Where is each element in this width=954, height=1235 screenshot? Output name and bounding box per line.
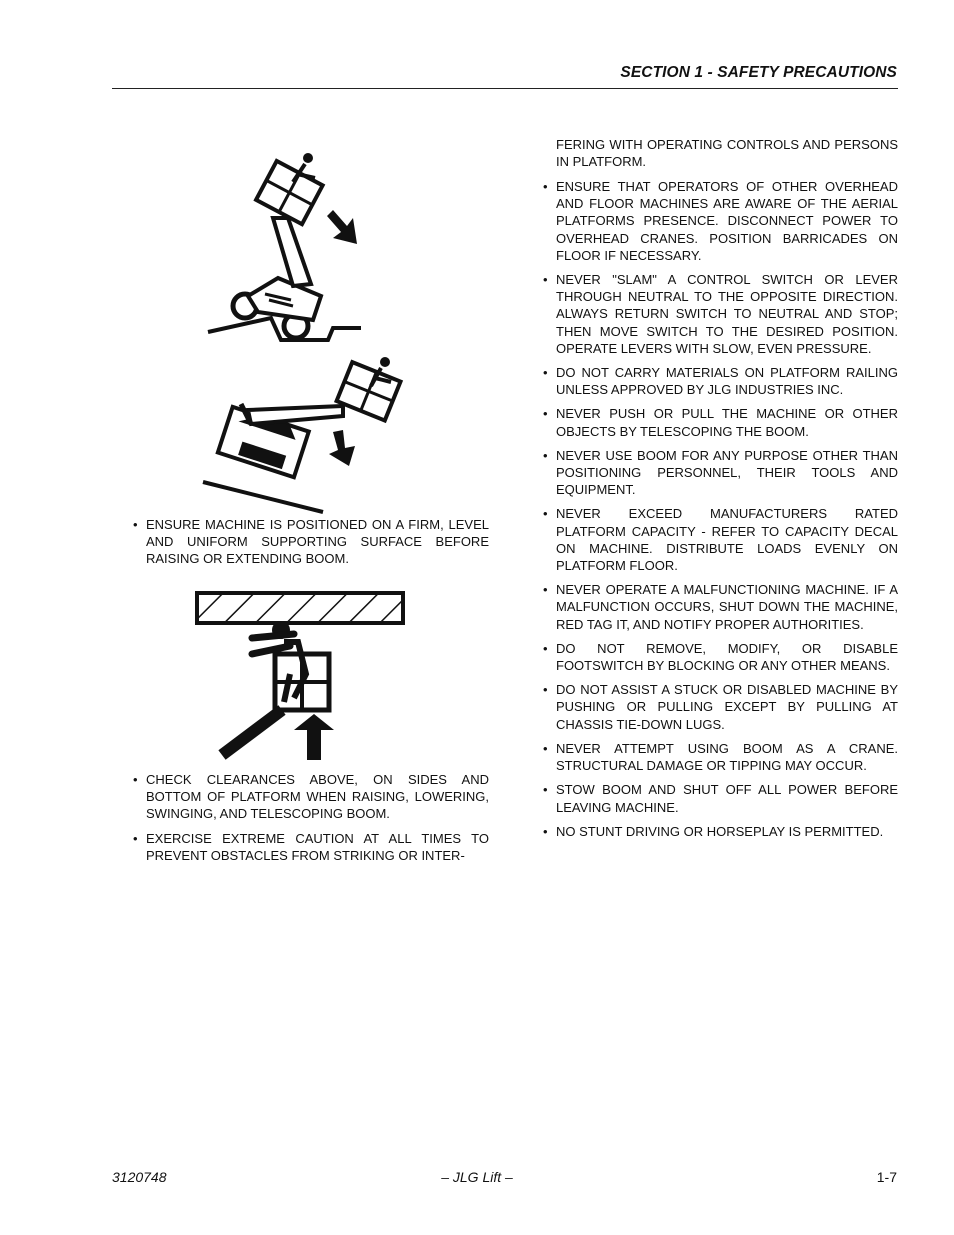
list-item: • DO NOT ASSIST A STUCK OR DISABLED MACHINE BY PUSHING OR PULLING EXCEPT BY PULLING AT CHASSIS TIE-DOWN LUGS. <box>543 681 898 733</box>
doc-number: 3120748 <box>112 1169 167 1185</box>
overhead-clearance-illustration <box>194 590 408 762</box>
list-item: • NEVER EXCEED MANUFACTURERS RATED PLATFORM CAPACITY - REFER TO CAPACITY DECAL ON MACHINE. DISTRIBUTE LOADS EVENLY ON PLATFORM FLOOR. <box>543 505 898 574</box>
section-title: SECTION 1 - SAFETY PRECAUTIONS <box>620 64 897 81</box>
list-item: • CHECK CLEARANCES ABOVE, ON SIDES AND BOTTOM OF PLATFORM WHEN RAISING, LOWERING, SWINGING, AND TELESCOPING BOOM. <box>133 771 489 823</box>
list-item: • EXERCISE EXTREME CAUTION AT ALL TIMES TO PREVENT OBSTACLES FROM STRIKING OR INTER- <box>133 830 489 864</box>
boom-tipping-illustration <box>193 148 413 516</box>
footer-center <box>0 1169 954 1185</box>
boom-tipping-figure <box>193 148 413 516</box>
list-item: • NEVER USE BOOM FOR ANY PURPOSE OTHER THAN POSITIONING PERSONNEL, THEIR TOOLS AND EQUIPMENT. <box>543 447 898 499</box>
overhead-clearance-figure <box>194 590 408 762</box>
list-item: • DO NOT REMOVE, MODIFY, OR DISABLE FOOTSWITCH BY BLOCKING OR ANY OTHER MEANS. <box>543 640 898 674</box>
list-item: • NEVER ATTEMPT USING BOOM AS A CRANE. STRUCTURAL DAMAGE OR TIPPING MAY OCCUR. <box>543 740 898 774</box>
list-item: • ENSURE THAT OPERATORS OF OTHER OVERHEAD AND FLOOR MACHINES ARE AWARE OF THE AERIAL PLATFORMS PRESENCE. DISCONNECT POWER TO OVERHEAD CRANES. POSITION BARRICADES ON FLOOR IF NECESSARY. <box>543 178 898 264</box>
left-bullet-list-1 <box>133 516 489 575</box>
left-bullet-list-2 <box>133 771 489 871</box>
list-item: • DO NOT CARRY MATERIALS ON PLATFORM RAILING UNLESS APPROVED BY JLG INDUSTRIES INC. <box>543 364 898 398</box>
list-item: • NO STUNT DRIVING OR HORSEPLAY IS PERMITTED. <box>543 823 898 840</box>
page-number: 1-7 <box>876 1169 897 1185</box>
footer-brand: – JLG Lift – <box>441 1169 513 1185</box>
list-item: • STOW BOOM AND SHUT OFF ALL POWER BEFORE LEAVING MACHINE. <box>543 781 898 815</box>
continued-text: FERING WITH OPERATING CONTROLS AND PERSONS IN PLATFORM. <box>556 137 898 170</box>
list-item: • ENSURE MACHINE IS POSITIONED ON A FIRM, LEVEL AND UNIFORM SUPPORTING SURFACE BEFORE RAISING OR EXTENDING BOOM. <box>133 516 489 568</box>
list-item: • NEVER OPERATE A MALFUNCTIONING MACHINE. IF A MALFUNCTION OCCURS, SHUT DOWN THE MACHINE, RED TAG IT, AND NOTIFY PROPER AUTHORITIES. <box>543 581 898 633</box>
header-rule <box>112 88 898 89</box>
list-item: • NEVER PUSH OR PULL THE MACHINE OR OTHER OBJECTS BY TELESCOPING THE BOOM. <box>543 405 898 439</box>
right-bullet-list <box>543 178 898 847</box>
list-item: • NEVER "SLAM" A CONTROL SWITCH OR LEVER THROUGH NEUTRAL TO THE OPPOSITE DIRECTION. ALWAYS RETURN SWITCH TO NEUTRAL AND STOP; THEN MOVE SWITCH TO THE DESIRED POSITION. OPERATE LEVERS WITH SLOW, EVEN PRESSURE. <box>543 271 898 357</box>
